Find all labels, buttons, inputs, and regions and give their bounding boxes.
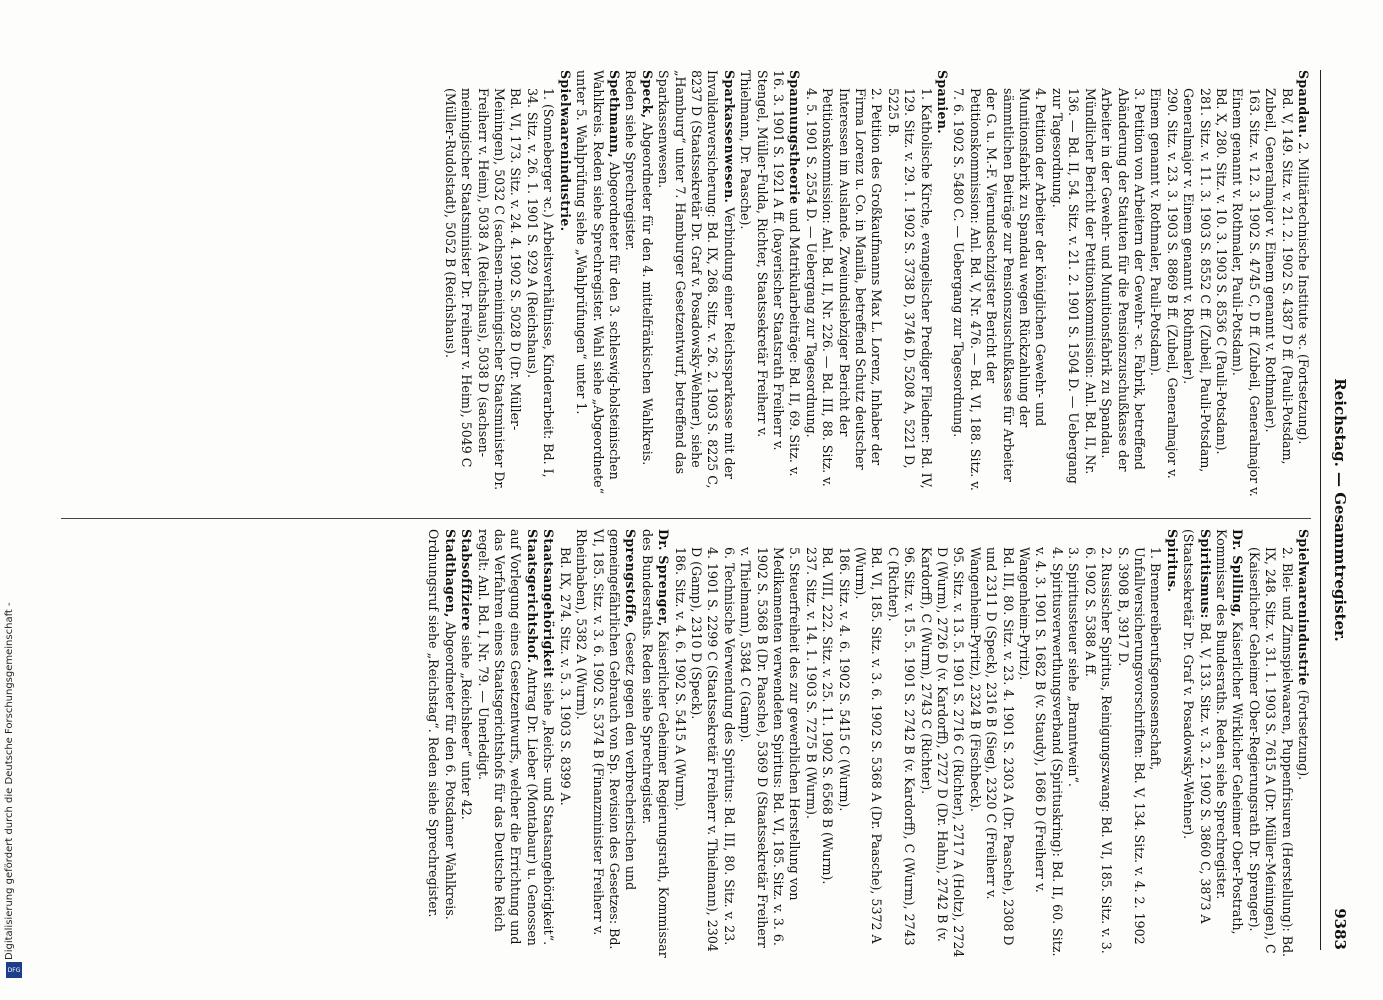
entry-subtext: 3. Spiritussteuer siehe „Branntwein“. [1066,547,1082,787]
entry-subtext: 281. Sitz. v. 11. 3. 1903 S. 8552 C ff. (Zubeil, Pauli-Potsdam, Generalmajor v. Einem genannt v. Rothmaler). [1181,88,1213,473]
entry-subtext: Bd. VI, 185. Sitz. v. 3. 6. 1902 S. 5368 A (Dr. Paasche), 5372 A (Wurm). [853,547,885,944]
entry-subtext: 1. (Sonneberger ꝛc.) Arbeitsverhältnisse, Kinderarbeit: Bd. I, 34. Sitz. v. 26. 1. 1901 S. 929 A (Reichshaus). [524,88,557,478]
index-entry [1065,529,1081,959]
index-entry [556,529,572,959]
entry-subtext: 1. Brennereiberufsgenossenschaft, Unfallversicherungsvorschriften: Bd. V, 134. Sitz. v. 4. 2. 1902 S. 3908 B, 3917 D. [1115,547,1164,945]
index-entry [819,529,835,959]
index-entry [622,70,655,500]
index-entry [852,529,885,959]
index-entry [1245,529,1294,959]
index-entry [950,70,1048,500]
entry-subtext: 163. Sitz. v. 12. 3. 1902 S. 4745 C, D ff. (Zubeil, Generalmajor v. Einem genannt v. Rothmaler, Pauli-Potsdam). [1230,88,1262,497]
index-entry [737,70,803,500]
page-number: 9383 [1331,908,1349,950]
index-entry [573,70,622,500]
index-entry [966,529,1015,959]
index-entry [884,70,933,500]
index-entry [1180,70,1213,500]
entry-subtext: 96. Sitz. v. 15. 5. 1901 S. 2742 B (v. Kardorff), C (Wurm), 2743 C (Richter). [885,547,918,946]
entry-text: Antrag Dr. Lieber (Montabaur) u. Genossen auf Vorlegung eines Gesetzentwurfs, welcher die Errichtung und das Verfahren eines Staatsgerichtshofs für das Deutsche Reich regelt: Anl. Bd. I, Nr. 79. — Unerledigt. [475,529,540,946]
index-entry [671,529,687,959]
index-entry [458,529,474,959]
index-entry [1295,529,1311,959]
index-entry [1163,529,1179,959]
entry-keyword: Dr. Sprenger, [656,529,672,627]
entry-keyword: Spielwaarenindustrie. [557,70,573,232]
entry-subtext: Bd. III, 80. Sitz. v. 23. 4. 1901 S. 2303 A (Dr. Paasche), 2308 D und 2311 D (Speck), 2316 B (Sieg), 2320 C (Freiherr v. Wangenheim-Pyritz), 2324 B (Fischbeck). [967,547,1016,946]
index-entry [1295,70,1311,500]
entry-keyword: Sprengstoffe, [623,529,639,628]
digitization-footer [4,560,26,980]
index-entry [1016,529,1065,959]
entry-subtext: 186. Sitz. v. 4. 6. 1902 S. 5415 A (Wurm). [672,547,688,811]
entry-keyword: Spandau. [1296,70,1311,139]
entry-keyword: Speck, [639,70,655,119]
entry-text: Abgeordneter für den 6. Potsdamer Wahlkreis. Ordnungsruf siehe „Reichstag“. Reden siehe Sprechregister. [426,529,458,920]
entry-subtext: Bd. IX, 274. Sitz. v. 5. 3. 1903 S. 8399 A. [557,547,573,806]
index-entry [573,529,639,959]
entry-text: siehe „Reichsheer“ unter 42. [459,634,475,820]
index-entry [917,529,966,959]
entry-text: 2. Militärtechnische Institute ꝛc. (Fortsetzung). [1296,142,1311,445]
entry-subtext: 290. Sitz. v. 23. 3. 1903 S. 8869 B ff. (Zubeil, Generalmajor v. Einem genannt v. Rothmaler, Pauli-Potsdam). [1148,88,1180,479]
entry-keyword: Spanien. [935,70,951,134]
entry-text: Abgeordneter für den 3. schleswig-holsteinischen Wahlkreis. Reden siehe Sprechregister. Wahl siehe „Abgeordnete“ unter 5. Wahlprüfung siehe „Wahlprüfungen“ unter 1. [574,70,622,495]
entry-subtext: Bd. V, 149. Sitz. v. 21. 2. 1902 S. 4387 D ff. (Pauli-Potsdam, Zubeil, Generalmajor v. Einem genannt v. Rothmaler). [1263,88,1295,465]
entry-keyword: Spethmann, [606,70,622,159]
entry-text: Kaiserlicher Geheimer Regierungsrath, Kommissar des Bundesraths. Reden siehe Sprechregister. [639,529,672,958]
index-entry [474,529,540,959]
entry-text: Gesetz gegen den verbrecherischen und gemeingefährlichen Gebrauch von Sp. Revision des Gesetzes: Bd. VI, 185. Sitz. v. 3. 6. 1902 S. 5374 B (Finanzminister Freiherr v. Rheinbaben), 5382 A (Wurm). [574,529,639,950]
index-entry [1262,70,1295,500]
entry-keyword: Sparkassenwesen. [721,70,737,204]
entry-keyword: Spiritus. [1164,529,1180,593]
index-entry [835,529,851,959]
index-entry [638,529,671,959]
entry-keyword: Spannungstheorie [787,70,803,205]
entry-subtext: 95. Sitz. v. 13. 5. 1901 S. 2716 C (Richter), 2717 A (Holtz), 2724 D (Wurm), 2726 D (v. Kardorff), 2727 D (Dr. Hahn), 2742 B (v. Kardorff), C (Wurm), 2743 C (Richter). [918,547,967,958]
entry-subtext: 5. Steuerfreiheit des zur gewerblichen Herstellung von Medikamenten verwendeten Spiritus: Bd. VI, 185. Sitz. v. 3. 6. 1902 S. 5368 B (Dr. Paasche), 5369 D (Staatssekretär Freiherr v. Thielmann), 5384 C (Gamp). [738,547,803,948]
index-entry [1049,70,1147,500]
funding-credit: Digitalisierung gefördert durch die Deutsche Forschungsgemeinschaft - [4,602,15,960]
entry-subtext: 237. Sitz. v. 14. 1. 1903 S. 7275 B (Wurm). [803,547,819,819]
index-entry [802,529,818,959]
entry-subtext: 2. Russischer Spiritus, Reinigungszwang: Bd. VI, 185. Sitz. v. 3. 6. 1902 S. 5388 A ff. [1082,547,1115,954]
entry-subtext: 6. Technische Verwendung des Spiritus: Bd. III, 80. Sitz. v. 23. 4. 1901 S. 2299 C (Staatssekretär Freiherr v. Thielmann), 2304 D (Gamp), 2310 D (Speck). [688,547,737,952]
index-entry [1213,70,1229,500]
index-entry [556,70,572,500]
entry-text: siehe „Reichs- und Staatsangehörigkeit“. [541,682,557,946]
entry-subtext: Bd. VIII, 222. Sitz. v. 25. 11. 1902 S. 6568 B (Wurm). [820,547,836,885]
entry-keyword: Stabsoffiziere [459,529,475,631]
entry-subtext: 2. Petition des Großkaufmanns Max L. Lorenz, Inhaber der Firma Lorenz u. Co. in Manila, betreffend Schutz deutscher Interessen im Auslande. Zweiundsiebziger Bericht der Petitionskommission: Anl. Bd. II, Nr. 226. — Bd. III, 88. Sitz. v. 4. 5. 1901 S. 2554 D. — Uebergang zur Tagesordnung. [803,88,885,487]
entry-subtext: 186. Sitz. v. 4. 6. 1902 S. 5415 C (Wurm). [836,547,852,812]
page-header [1320,70,1355,950]
entry-subtext: 1. Katholische Kirche, evangelischer Prediger Fliedner: Bd. IV, 129. Sitz. v. 29. 1. 1902 S. 3738 D, 3746 D, 5208 A, 5221 D, 5225 B. [885,88,934,489]
entry-subtext: 2. Blei- und Zinnspielwaaren, Puppenfrisuren (Herstellung): Bd. IX, 248. Sitz. v. 31. 1. 1903 S. 7615 A (Dr. Müller-Meiningen), C (Kaiserlicher Geheimer Ober-Regierungsrath Dr. Sprenger). [1246,547,1295,958]
running-title: Reichstag. — Gesammtregister. [1331,378,1349,642]
entry-text: Verbindung einer Reichssparkasse mit der Invalidenversicherung: Bd. IX, 268. Sitz. v. 26. 2. 1903 S. 8225 C, 8237 D (Staatssekretär Dr. Graf v. Posadowsky-Wehner), siehe „Hamburg“ unter 7. Hamburger Gesetzentwurf, betreffend das Sparkassenwesen. [656,70,737,489]
entry-text: Kaiserlicher Wirklicher Geheimer Ober-Postrath, Kommissar des Bundesraths. Reden siehe Sprechregister. [1213,529,1246,935]
entry-text: Abgeordneter für den 4. mittelfränkischen Wahlkreis. Reden siehe Sprechregister. [623,70,655,466]
entry-keyword: Spielwaarenindustrie [1296,529,1311,686]
entry-subtext: Bd. VI, 173. Sitz. v. 24. 4. 1902 S. 5028 D (Dr. Müller-Meiningen), 5032 C (sachsen-meiningischer Staatsminister Dr. Freiherr v. Heim), 5038 A (Reichshaus), 5038 D (sachsen-meiningischer Staatsminister Dr. Freiherr v. Heim), 5049 C (Müller-Rudolstadt), 5052 B (Reichshaus). [442,88,524,491]
index-entry [425,529,458,959]
index-entry [802,70,884,500]
entry-text: (Fortsetzung). [1296,689,1311,781]
right-column [61,518,1311,959]
index-entry [1114,529,1163,959]
entry-subtext: 4. Petition der Arbeiter der königlichen Gewehr- und Munitionsfabrik zu Spandau wegen Rückzahlung der sämmtlichen Beiträge zur Pensionszuschußkasse für Arbeiter der G. u. M.-F. Vierundsechzigster Bericht der Petitionskommission: Anl. Bd. V, Nr. 476. — Bd. VI, 188. Sitz. v. 7. 6. 1902 S. 5480 C. — Uebergang zur Tagesordnung. [951,88,1049,491]
index-entry [737,529,803,959]
index-entry [524,70,557,500]
entry-keyword: Staatsgerichtshof. [524,529,540,664]
index-entry [1147,70,1180,500]
index-entry [1081,529,1114,959]
entry-text: Bd. V, 133. Sitz. v. 3. 2. 1902 S. 3860 C, 3873 A (Staatssekretär Dr. Graf v. Posadowsky-Wehner). [1181,529,1213,924]
index-entry [934,70,950,500]
index-entry [688,529,737,959]
index-entry [1213,529,1246,959]
index-entry [1180,529,1213,959]
entry-subtext: 4. Spiritusverwerthungsverband (Spirituskring): Bd. II, 60. Sitz. v. 4. 3. 1901 S. 1682 B (v. Staudy), 1686 D (Freiherr v. Wangenheim-Pyritz). [1017,547,1065,957]
entry-keyword: Dr. Spilling, [1230,529,1246,618]
entry-keyword: Stadthagen, [442,529,458,618]
entry-subtext: Bd. X, 280. Sitz. v. 10. 3. 1903 S. 8536 C (Pauli-Potsdam). [1213,88,1229,455]
index-entry [1229,70,1262,500]
index-entry [884,529,917,959]
entry-keyword: Spiritismus: [1197,529,1213,619]
entry-subtext: 3. Petition von Arbeitern der Gewehr- ꝛc. Fabrik, betreffend Abänderung der Statuten für die Pensionszuschußkasse der Arbeiter in der Gewehr- und Munitionsfabrik zu Spandau. Mündlicher Bericht der Petitionskommission: Anl. Bd. II, Nr. 136. — Bd. II, 54. Sitz. v. 21. 2. 1901 S. 1504 D. — Uebergang zur Tagesordnung. [1049,88,1147,484]
entry-keyword: Staatsangehörigkeit [541,529,557,679]
index-entry [540,529,556,959]
dfg-logo: DFG [6,962,22,978]
left-column [61,70,1311,500]
index-entry [655,70,737,500]
entry-text: und Matrikularbeiträge: Bd. II, 69. Sitz. v. 16. 3. 1901 S. 1921 A ff. (bayerischer Staatsrath Freiherr v. Stengel, Müller-Fulda, Richter, Staatssekretär Freiherr v. Thielmann, Dr. Paasche). [738,70,803,477]
index-entry [441,70,523,500]
